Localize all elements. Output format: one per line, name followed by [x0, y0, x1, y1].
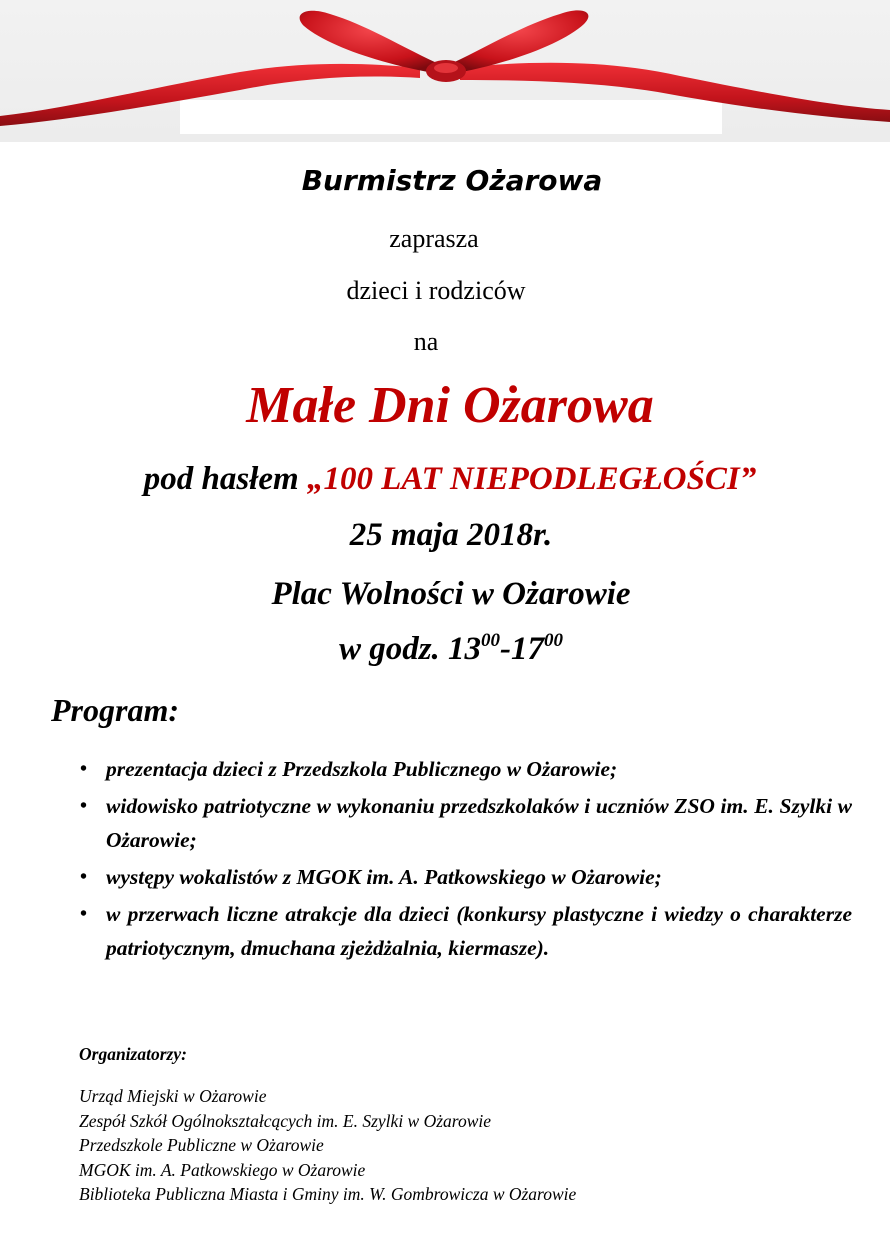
motto-text: „100 LAT NIEPODLEGŁOŚCI” [306, 461, 757, 497]
program-item: • prezentacja dzieci z Przedszkola Publicznego w Ożarowie; [76, 752, 852, 786]
organizer-item: Przedszkole Publiczne w Ożarowie [79, 1135, 324, 1155]
event-title: Małe Dni Ożarowa [246, 377, 654, 434]
organizer-item: MGOK im. A. Patkowskiego w Ożarowie [79, 1159, 366, 1180]
preposition-text: na [413, 327, 439, 356]
organizer-item: Biblioteka Publiczna Miasta i Gminy im. W. Gombrowicza w Ożarowie [79, 1184, 577, 1204]
audience-text: dzieci i rodziców [346, 276, 526, 305]
hours-prefix: w godz. 13 [338, 631, 482, 667]
invites-text: zaprasza [389, 224, 479, 253]
program-item: • w przerwach liczne atrakcje dla dzieci (konkursy plastyczne i wiedzy o charakterze patriotycznym, dmuchana zjeżdżalnia, kiermasze). [76, 897, 852, 965]
hours-start-minutes: 00 [481, 630, 501, 651]
program-title: Program: [51, 692, 179, 728]
ribbon-bow-decoration [0, 0, 890, 142]
hours-separator: -17 [500, 631, 545, 667]
program-item: • widowisko patriotyczne w wykonaniu przedszkolaków i uczniów ZSO im. E. Szylki w Ożarowie; [76, 789, 852, 857]
host-heading: Burmistrz Ożarowa [301, 164, 603, 197]
program-item: • występy wokalistów z MGOK im. A. Patkowskiego w Ożarowie; [76, 860, 852, 894]
organizers-list [79, 1084, 576, 1207]
organizer-item: Zespół Szkół Ogólnokształcących im. E. Szylki w Ożarowie [79, 1110, 492, 1131]
motto-prefix: pod hasłem [143, 461, 299, 497]
program-list [76, 752, 852, 968]
event-hours [0, 631, 890, 668]
organizers-title: Organizatorzy: [79, 1044, 187, 1064]
organizer-item: Urząd Miejski w Ożarowie [79, 1086, 267, 1106]
hours-end-minutes: 00 [544, 630, 564, 651]
event-date: 25 maja 2018r. [349, 517, 553, 553]
motto-line [0, 461, 890, 498]
event-place: Plac Wolności w Ożarowie [271, 576, 631, 612]
